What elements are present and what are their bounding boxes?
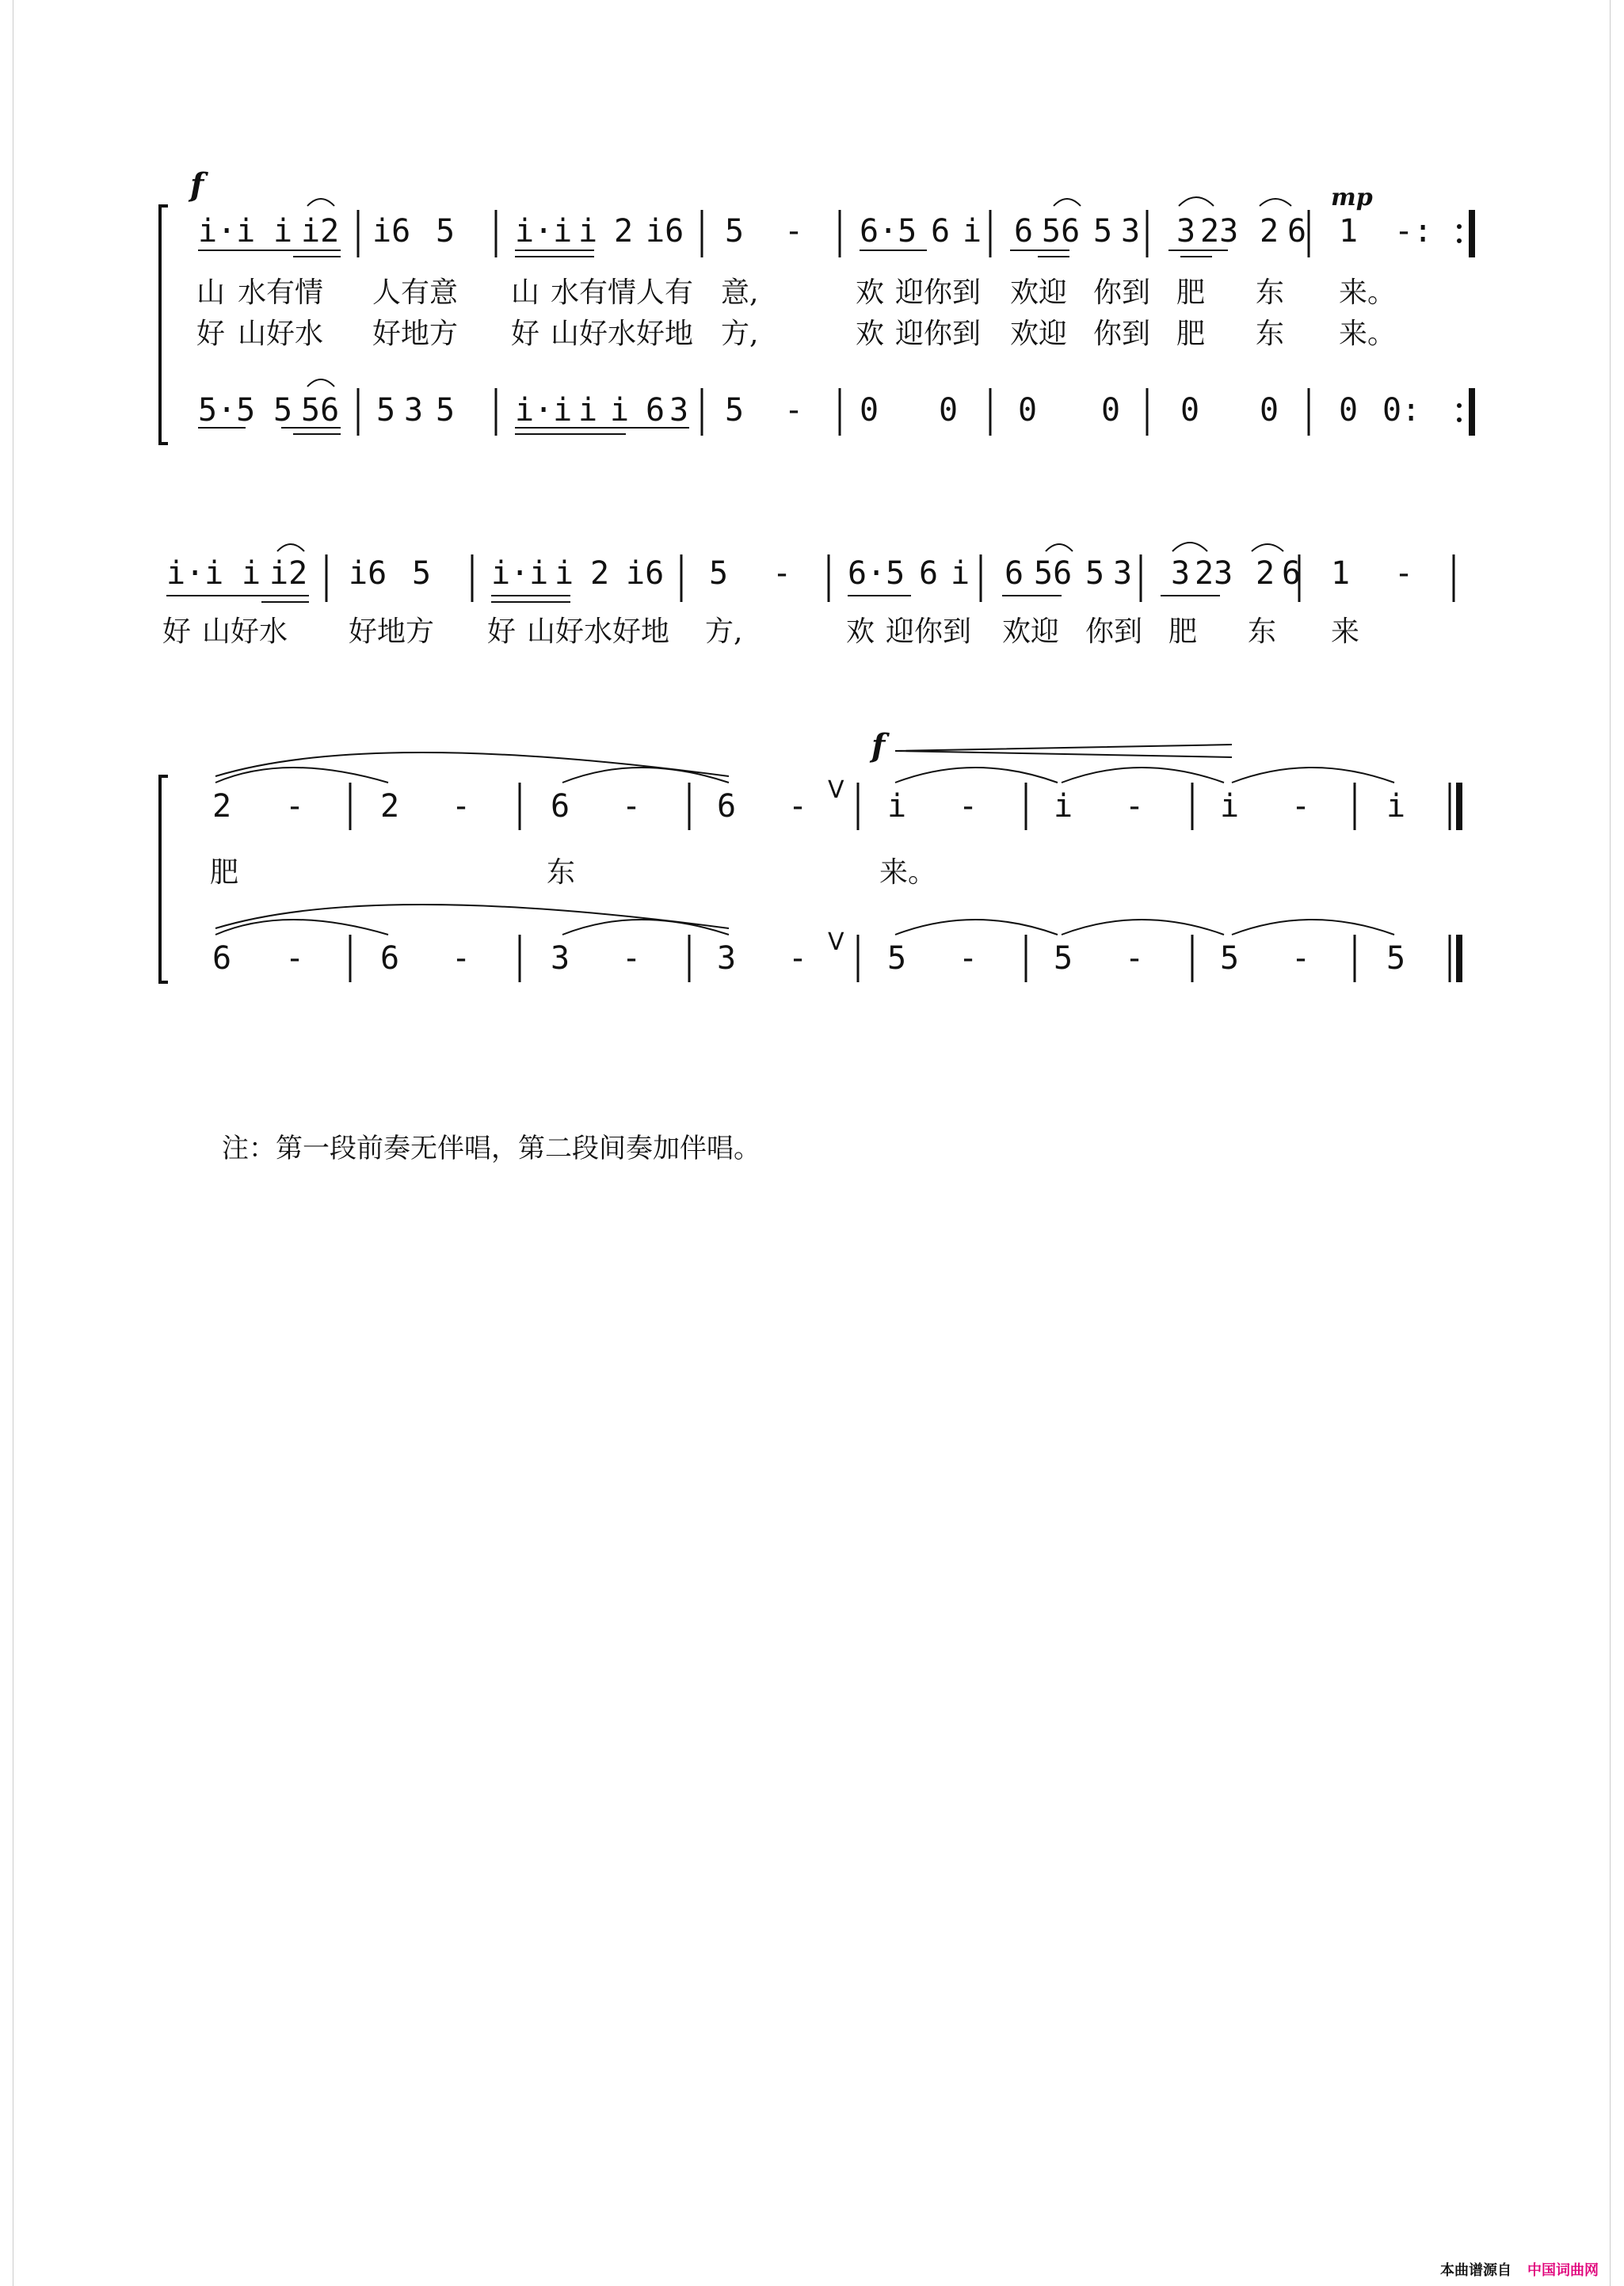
note: 3 <box>404 392 424 429</box>
note: - <box>622 788 642 825</box>
lyric: 欢迎 <box>1002 615 1060 648</box>
lyric: 东 <box>1256 276 1285 309</box>
note: 2 <box>590 555 610 592</box>
note: 23 <box>1200 213 1239 250</box>
lyric: 来。 <box>1339 318 1397 350</box>
note: - <box>622 940 642 977</box>
note: 5 <box>1386 940 1406 977</box>
note: 0 <box>1101 392 1121 429</box>
note: 3 <box>1171 555 1191 592</box>
note: 3 <box>669 392 689 429</box>
lyric: 迎你到 <box>886 615 972 648</box>
dynamic-mezzo-piano: mp <box>1331 184 1373 211</box>
lyric: 山好水好地 <box>551 318 694 350</box>
note: 5 <box>436 392 456 429</box>
note: i2 <box>269 555 308 592</box>
note: i·i <box>491 555 549 592</box>
note: i6 <box>372 213 411 250</box>
note: - <box>772 555 792 592</box>
lyric: 来。 <box>879 856 937 889</box>
note: i <box>1220 788 1240 825</box>
dynamic-forte: f <box>190 166 204 204</box>
note: 3 <box>551 940 570 977</box>
lyric: 肥 <box>1176 318 1206 350</box>
note: 5 <box>725 392 745 429</box>
note: 6 <box>212 940 232 977</box>
note: - <box>959 940 978 977</box>
lyric: 方, <box>721 318 759 350</box>
note: 0 <box>1018 392 1038 429</box>
note: i <box>963 213 982 250</box>
note: 3 <box>1113 555 1133 592</box>
dynamic-forte-2: f <box>871 727 886 764</box>
note: 5 <box>709 555 729 592</box>
note: 0: <box>1382 392 1421 429</box>
note: 0 <box>939 392 959 429</box>
note: i <box>1386 788 1406 825</box>
lyric: 好 <box>196 318 226 350</box>
note: 56 <box>1042 213 1081 250</box>
breath-mark-lower: V <box>828 928 844 956</box>
note: i·i <box>166 555 224 592</box>
lyric: 欢 <box>856 318 885 350</box>
performance-note: 注：第一段前奏无伴唱，第二段间奏加伴唱。 <box>222 1133 761 1164</box>
note: 5 <box>1220 940 1240 977</box>
note: 2 <box>212 788 232 825</box>
right-margin-line <box>1610 0 1611 2286</box>
lyric: 你到 <box>1093 318 1151 350</box>
note: 6 <box>919 555 939 592</box>
note: 6 <box>551 788 570 825</box>
lyric: 来。 <box>1339 276 1397 309</box>
lyric: 好 <box>162 615 192 648</box>
lyric: 山好水 <box>202 615 288 648</box>
note: - <box>1291 788 1311 825</box>
lyric: 好地方 <box>372 318 459 350</box>
lyric: 东 <box>547 856 576 889</box>
lyric: 好 <box>511 318 540 350</box>
note: 6 <box>931 213 951 250</box>
lyric: 你到 <box>1093 276 1151 309</box>
note: - <box>784 392 804 429</box>
system3-graphics <box>151 737 1481 998</box>
lyric: 欢迎 <box>1010 276 1068 309</box>
right-watermark-strip <box>1613 0 1622 2286</box>
lyric: 山 <box>196 276 226 309</box>
lyric: 欢 <box>846 615 875 648</box>
lyric: 山好水好地 <box>527 615 670 648</box>
lyric: 方, <box>705 615 743 648</box>
note: 6 <box>1287 213 1307 250</box>
note: 5 <box>1054 940 1073 977</box>
lyric: 肥 <box>1176 276 1206 309</box>
note: 0 <box>1260 392 1279 429</box>
note: i6 <box>626 555 665 592</box>
footer-source-label: 本曲谱源自 <box>1440 2262 1512 2279</box>
note: 0 <box>1339 392 1359 429</box>
note: - <box>285 940 305 977</box>
note: i <box>1054 788 1073 825</box>
lyric: 好地方 <box>349 615 435 648</box>
note: i6 <box>349 555 387 592</box>
note: 56 <box>1034 555 1073 592</box>
lyric: 人有意 <box>372 276 459 309</box>
lyric: 迎你到 <box>895 276 982 309</box>
lyric: 东 <box>1256 318 1285 350</box>
note: 6 <box>717 788 737 825</box>
note: 5 <box>436 213 456 250</box>
lyric: 迎你到 <box>895 318 982 350</box>
note: 5 <box>1085 555 1105 592</box>
note: i <box>273 213 293 250</box>
note: i <box>887 788 907 825</box>
lyric: 山 <box>511 276 540 309</box>
left-watermark-strip <box>2 0 11 2286</box>
note: 6 <box>1014 213 1034 250</box>
note: 2 <box>380 788 400 825</box>
lyric: 山好水 <box>238 318 324 350</box>
note: 2 <box>1260 213 1279 250</box>
note: i <box>578 392 598 429</box>
lyric: 来 <box>1331 615 1360 648</box>
note: 5 <box>1093 213 1113 250</box>
note: 5 <box>273 392 293 429</box>
note: 0 <box>860 392 879 429</box>
note: - <box>1291 940 1311 977</box>
note: 2 <box>1256 555 1275 592</box>
note: 5 <box>725 213 745 250</box>
lyric: 水有情 <box>238 276 324 309</box>
note: - <box>1125 788 1145 825</box>
note: 6·5 <box>848 555 905 592</box>
note: i <box>555 555 574 592</box>
note: -: <box>1394 213 1433 250</box>
note: i2 <box>301 213 340 250</box>
lyric: 你到 <box>1085 615 1143 648</box>
footer-site-link[interactable]: 中国词曲网 <box>1527 2262 1599 2279</box>
lyric: 欢迎 <box>1010 318 1068 350</box>
note: 0 <box>1180 392 1200 429</box>
breath-mark-upper: V <box>828 776 844 804</box>
note: 23 <box>1195 555 1233 592</box>
note: 6 <box>1005 555 1024 592</box>
note: i <box>578 213 598 250</box>
lyric: 东 <box>1248 615 1277 648</box>
note: - <box>452 788 471 825</box>
note: - <box>1125 940 1145 977</box>
note: 56 <box>301 392 340 429</box>
note: i <box>951 555 970 592</box>
note: - <box>788 940 808 977</box>
note: 6·5 <box>860 213 917 250</box>
note: 3 <box>717 940 737 977</box>
note: i·i <box>198 213 256 250</box>
note: - <box>1394 555 1414 592</box>
note: 1 <box>1331 555 1351 592</box>
note: - <box>784 213 804 250</box>
lyric: 肥 <box>210 856 239 889</box>
note: - <box>285 788 305 825</box>
lyric: 意, <box>721 276 759 309</box>
note: - <box>959 788 978 825</box>
note: 5 <box>376 392 396 429</box>
note: 6 <box>646 392 665 429</box>
lyric: 欢 <box>856 276 885 309</box>
note: 3 <box>1121 213 1141 250</box>
note: i <box>610 392 630 429</box>
note: 5·5 <box>198 392 256 429</box>
note: - <box>788 788 808 825</box>
note: 6 <box>1282 555 1302 592</box>
note: 2 <box>614 213 634 250</box>
note: i <box>242 555 261 592</box>
note: 5 <box>412 555 432 592</box>
lyric: 水有情人有 <box>551 276 694 309</box>
note: - <box>452 940 471 977</box>
note: 6 <box>380 940 400 977</box>
lyric: 好 <box>487 615 517 648</box>
note: i·i <box>515 213 573 250</box>
note: i6 <box>646 213 684 250</box>
note: 1 <box>1339 213 1359 250</box>
note: i·i <box>515 392 573 429</box>
note: 3 <box>1176 213 1196 250</box>
lyric: 肥 <box>1168 615 1198 648</box>
note: 5 <box>887 940 907 977</box>
